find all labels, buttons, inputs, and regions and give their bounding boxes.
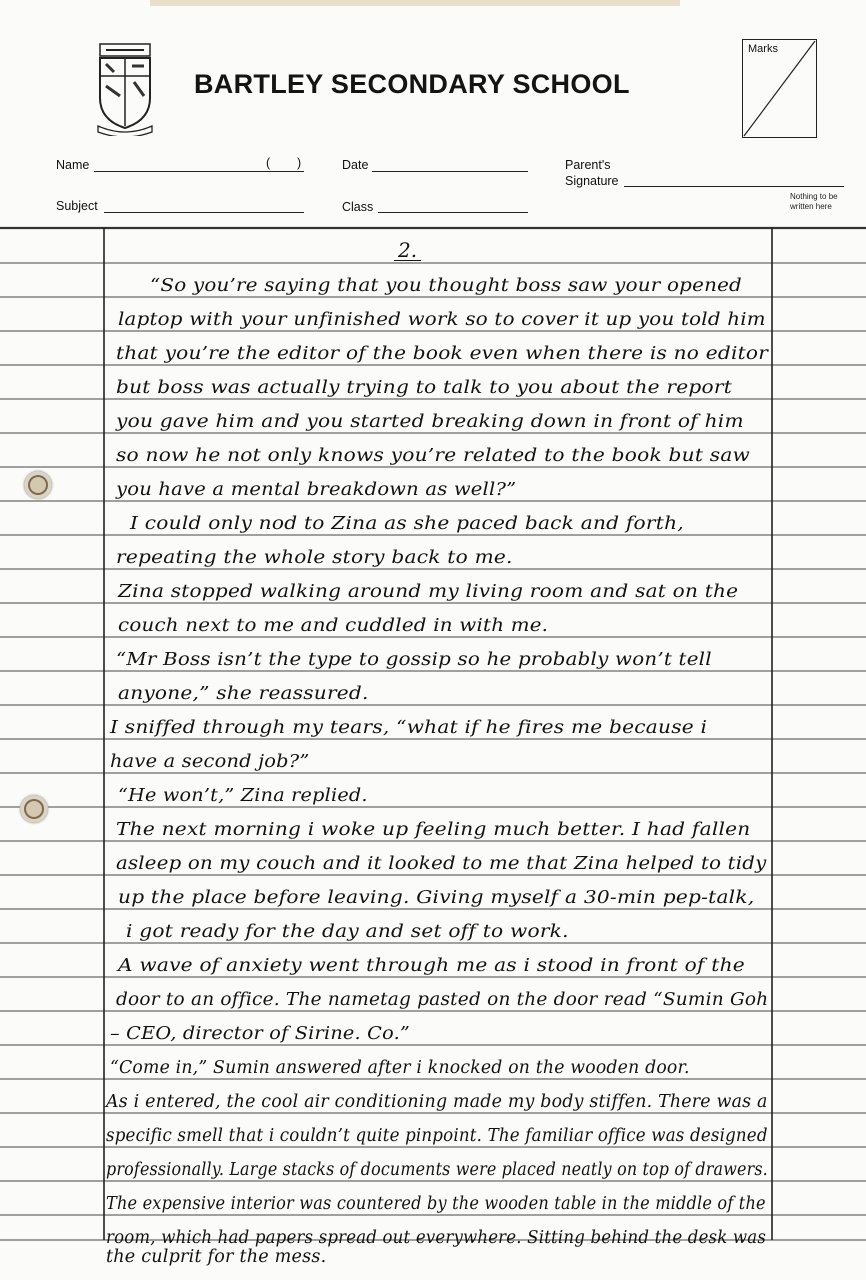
parent-signature-label-line2: Signature — [565, 174, 619, 188]
essay-line: laptop with your unfinished work so to cover it up you told him — [118, 310, 766, 330]
punch-hole-lower — [20, 795, 48, 823]
essay-line: “So you’re saying that you thought boss saw your opened — [150, 276, 743, 296]
essay-line: asleep on my couch and it looked to me that Zina helped to tidy — [116, 854, 767, 874]
essay-line: have a second job?” — [110, 752, 310, 772]
essay-line: room, which had papers spread out everywhere. Sitting behind the desk was — [106, 1228, 767, 1248]
school-name: BARTLEY SECONDARY SCHOOL — [194, 69, 630, 99]
essay-line: specific smell that i couldn’t quite pinpoint. The familiar office was designed — [106, 1126, 768, 1146]
essay-line: I could only nod to Zina as she paced back and forth, — [130, 514, 684, 534]
index-paren-close: ) — [297, 156, 302, 170]
name-label: Name — [56, 158, 90, 172]
essay-line: Zina stopped walking around my living room and sat on the — [118, 582, 739, 602]
essay-line: door to an office. The nametag pasted on the door read “Sumin Goh — [116, 990, 769, 1010]
essay-line: “Come in,” Sumin answered after i knocked on the wooden door. — [110, 1058, 690, 1078]
essay-line: I sniffed through my tears, “what if he fires me because i — [110, 718, 708, 738]
essay-line: repeating the whole story back to me. — [116, 548, 513, 568]
essay-line: – CEO, director of Sirine. Co.” — [110, 1024, 410, 1044]
essay-line: couch next to me and cuddled in with me. — [118, 616, 549, 636]
date-label: Date — [342, 158, 369, 172]
parent-signature-label-line1: Parent's — [565, 158, 611, 172]
essay-line: “Mr Boss isn’t the type to gossip so he probably won’t tell — [116, 650, 712, 670]
essay-line: As i entered, the cool air conditioning made my body stiffen. There was a — [106, 1092, 768, 1112]
marks-label: Marks — [748, 43, 778, 55]
essay-line: you have a mental breakdown as well?” — [116, 480, 517, 500]
punch-hole-upper — [24, 471, 52, 499]
essay-line: The next morning i woke up feeling much better. I had fallen — [116, 820, 751, 840]
essay-line: you gave him and you started breaking down in front of him — [116, 412, 744, 432]
class-label: Class — [342, 200, 374, 214]
essay-line: that you’re the editor of the book even when there is no editor — [116, 344, 769, 364]
nothing-written-note: Nothing to be written here — [790, 192, 838, 211]
essay-line: professionally. Large stacks of documents were placed neatly on top of drawers. — [106, 1160, 768, 1180]
essay-line: “He won’t,” Zina replied. — [118, 786, 368, 806]
essay-line: so now he not only knows you’re related to the book but saw — [116, 446, 751, 466]
essay-line: up the place before leaving. Giving myself a 30-min pep-talk, — [118, 888, 755, 908]
essay-line: The expensive interior was countered by the wooden table in the middle of the — [106, 1194, 766, 1214]
essay-line: the culprit for the mess. — [106, 1247, 327, 1267]
essay-line: but boss was actually trying to talk to you about the report — [116, 378, 733, 398]
page-number: 2. — [394, 240, 421, 261]
essay-line: anyone,” she reassured. — [118, 684, 369, 704]
index-paren-open: ( — [266, 156, 271, 170]
subject-label: Subject — [56, 199, 98, 213]
essay-line: A wave of anxiety went through me as i stood in front of the — [118, 956, 745, 976]
essay-line: i got ready for the day and set off to work. — [126, 922, 569, 942]
